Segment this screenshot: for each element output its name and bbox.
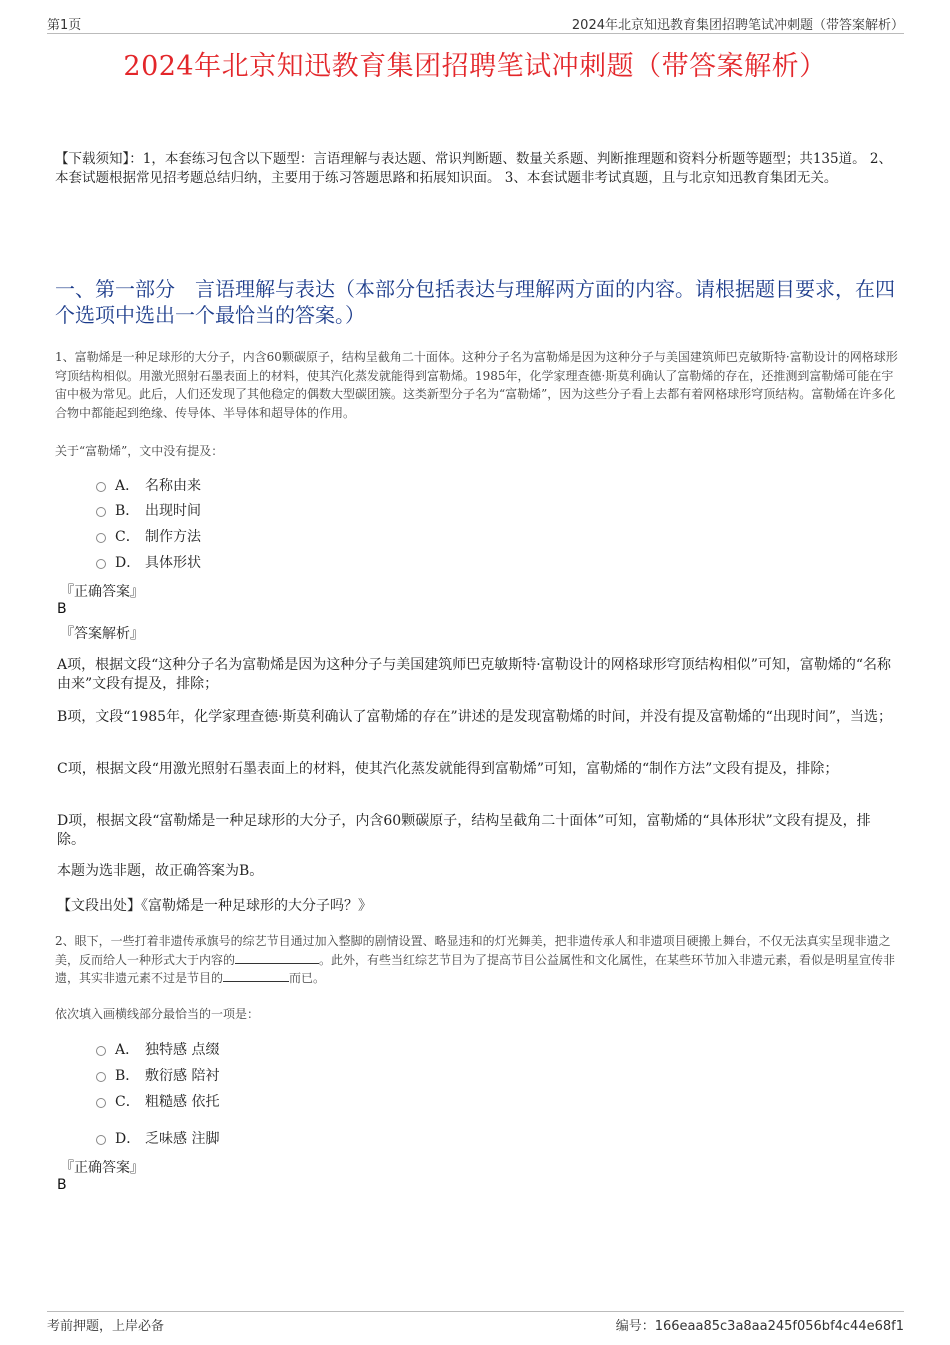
q1-answer-label: 『正确答案』 <box>60 584 144 600</box>
question-2-stem: 依次填入画横线部分最恰当的一项是： <box>55 1007 260 1021</box>
radio-icon[interactable] <box>96 1135 106 1145</box>
q2-option-d[interactable]: D． 乏味感 注脚 <box>96 1128 219 1150</box>
footer-slogan: 考前押题，上岸必备 <box>47 1319 165 1334</box>
section-heading: 一、第一部分 言语理解与表达（本部分包括表达与理解两方面的内容。请根据题目要求，在四个选项中选出一个最恰当的答案。） <box>55 277 895 327</box>
radio-icon[interactable] <box>96 1046 106 1056</box>
radio-icon[interactable] <box>96 507 106 517</box>
download-notice: 【下载须知】：1，本套练习包含以下题型：言语理解与表达题、常识判断题、数量关系题、判断推理题和资料分析题等题型；共135道。 2、本套试题根据常见招考题总结归纳，主要用于练习答题思路和拓展知识面。 3、本套试题非考试真题，且与北京知迅教育集团无关。 <box>55 151 892 186</box>
q2-option-a[interactable]: A． 独特感 点缀 <box>96 1039 219 1061</box>
q1-option-a[interactable]: A． 名称由来 <box>96 475 201 497</box>
q1-analysis-c: C项，根据文段“用激光照射石墨表面上的材料，使其汽化蒸发就能得到富勒烯”可知，富勒烯的“制作方法”文段有提及，排除； <box>57 761 839 777</box>
radio-icon[interactable] <box>96 559 106 569</box>
footer-divider <box>47 1311 904 1312</box>
question-1-passage: 1、富勒烯是一种足球形的大分子，内含60颗碳原子，结构呈截角二十面体。这种分子名为富勒烯是因为这种分子与美国建筑师巴克敏斯特·富勒设计的网格球形穹顶结构相似。用激光照射石墨表面上的材料，使其汽化蒸发就能得到富勒烯。1985年，化学家理查德·斯莫利确认了富勒烯的存在，还推测到富勒烯可能在宇宙中极为常见。此后，人们还发现了其他稳定的偶数大型碳团簇。这类新型分子名为“富勒烯”，因为这些分子看上去都有着网格球形穹顶结构。富勒烯在许多化合物中都能起到绝缘、传导体、半导体和超导体的作用。 <box>55 350 898 420</box>
footer-doc-id: 编号：166eaa85c3a8aa245f056bf4c44e68f1 <box>615 1319 904 1334</box>
radio-icon[interactable] <box>96 533 106 543</box>
q2-option-c[interactable]: C． 粗糙感 依托 <box>96 1091 219 1113</box>
blank-line-1 <box>235 951 319 964</box>
blank-line-2 <box>223 969 289 982</box>
page-title: 2024年北京知迅教育集团招聘笔试冲刺题（带答案解析） <box>123 51 827 82</box>
question-1-stem: 关于“富勒烯”，文中没有提及： <box>55 444 224 458</box>
q1-analysis-label: 『答案解析』 <box>60 626 144 642</box>
q1-option-b[interactable]: B． 出现时间 <box>96 500 201 522</box>
header-divider <box>47 33 904 34</box>
q1-answer: B <box>57 601 67 617</box>
q2-answer: B <box>57 1177 67 1193</box>
q1-option-d[interactable]: D． 具体形状 <box>96 552 201 574</box>
radio-icon[interactable] <box>96 482 106 492</box>
q2-answer-label: 『正确答案』 <box>60 1160 144 1176</box>
q2-option-b[interactable]: B． 敷衍感 陪衬 <box>96 1065 219 1087</box>
q1-conclusion: 本题为选非题，故正确答案为B。 <box>57 863 264 879</box>
question-2-passage: 2、眼下，一些打着非遗传承旗号的综艺节目通过加入整脚的剧情设置、略显违和的灯光舞美，把非遗传承人和非遗项目硬搬上舞台，不仅无法真实呈现非遗之美，反而给人一种形式大于内容的 。此外，有些当红综艺节目为了提高节目公益属性和文化属性，在某些环节加入非遗元素，看似是明星宣传非遗，其实非遗元素不过是节目的 而已。 <box>55 934 896 985</box>
radio-icon[interactable] <box>96 1098 106 1108</box>
header-doc-title: 2024年北京知迅教育集团招聘笔试冲刺题（带答案解析） <box>571 18 904 33</box>
radio-icon[interactable] <box>96 1072 106 1082</box>
q1-analysis-a: A项，根据文段“这种分子名为富勒烯是因为这种分子与美国建筑师巴克敏斯特·富勒设计的网格球形穹顶结构相似”可知，富勒烯的“名称由来”文段有提及，排除； <box>57 657 892 692</box>
q1-source: 【文段出处】《富勒烯是一种足球形的大分子吗？》 <box>57 898 372 914</box>
page-number: 第1页 <box>47 18 82 33</box>
q1-option-c[interactable]: C． 制作方法 <box>96 526 201 548</box>
q1-analysis-b: B项，文段“1985年，化学家理查德·斯莫利确认了富勒烯的存在”讲述的是发现富勒烯的时间，并没有提及富勒烯的“出现时间”，当选； <box>57 709 892 725</box>
q1-analysis-d: D项，根据文段“富勒烯是一种足球形的大分子，内含60颗碳原子，结构呈截角二十面体”可知，富勒烯的“具体形状”文段有提及，排除。 <box>57 813 871 848</box>
